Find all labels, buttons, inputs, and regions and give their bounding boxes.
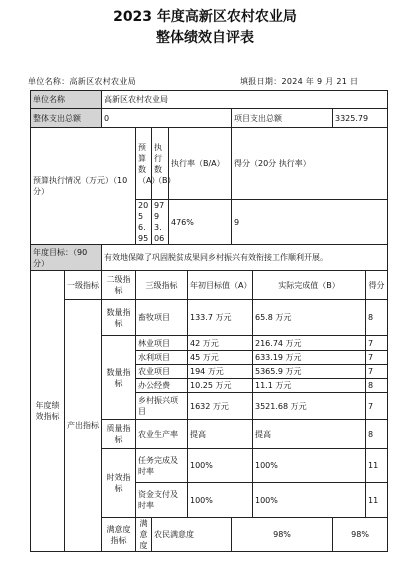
actual-value: 5365.9 万元 [253, 365, 366, 379]
output-indicator-label: 产出指标 [65, 300, 102, 552]
actual-value: 100% [253, 483, 366, 518]
score-value: 7 [366, 351, 388, 365]
indicator-name: 乡村振兴项目 [136, 393, 188, 420]
total-budget-label: 整体支出总额 [31, 109, 102, 128]
performance-form [30, 90, 388, 552]
actual-value: 633.19 万元 [253, 351, 366, 365]
target-value: 194 万元 [188, 365, 253, 379]
timely-indicator-label: 时效指标 [102, 449, 136, 518]
dept-score-value: 9 [232, 200, 388, 245]
score-header: 得分 [366, 271, 388, 300]
target-value: 133.7 万元 [188, 300, 253, 336]
actual-value: 100% [253, 449, 366, 483]
score-value: 8 [366, 420, 388, 449]
unit-value: 高新区农村农业局 [69, 77, 136, 86]
actual-value: 11.1 万元 [253, 379, 366, 393]
indicator-name: 任务完成及时率 [136, 449, 188, 483]
indicator-name: 办公经费 [136, 379, 188, 393]
annual-goal-text: 有效地保障了巩固脱贫成果同乡村振兴有效衔接工作顺利开展。 [102, 245, 388, 271]
indicator-name: 农业生产率 [136, 420, 188, 449]
table-row [31, 300, 388, 336]
date-value: 2024 年 9 月 21 日 [281, 77, 359, 86]
dept-exec-value: 9793.06 [152, 200, 169, 245]
indicator-name: 资金支付及时率 [136, 483, 188, 518]
project-budget-label: 项目支出总额 [232, 109, 333, 128]
indicator-name: 农民满意度 [152, 518, 232, 552]
report-title-line1: 2023 年度高新区农村农业局 [113, 9, 297, 25]
dept-rate-value: 476% [169, 200, 232, 245]
indicator-name: 水利项目 [136, 351, 188, 365]
target-value: 98% [232, 518, 333, 552]
satisfaction-sub-label: 满意度 [136, 518, 152, 552]
budget-exec-label: 预算执行情况（万元）（10分） [31, 128, 136, 245]
indicator-name: 畜牧项目 [136, 300, 188, 336]
actual-header: 实际完成值（B） [253, 271, 366, 300]
annual-goal-label: 年度目标：（90分） [31, 245, 102, 271]
target-value: 45 万元 [188, 351, 253, 365]
unit-name-label: 单位名称 [31, 91, 102, 109]
score-value: 11 [366, 449, 388, 483]
indicator-name: 林业项目 [136, 336, 188, 351]
level1-header: 一级指标 [65, 271, 102, 300]
target-value: 100% [188, 483, 253, 518]
level2-header: 二级指标 [102, 271, 136, 300]
report-title-line2: 整体绩效自评表 [156, 30, 254, 46]
quality-indicator-label: 质量指标 [102, 420, 136, 449]
score-col-header: 得分（20分 执行率） [232, 128, 388, 200]
indicator-name: 农业项目 [136, 365, 188, 379]
actual-value: 3521.68 万元 [253, 393, 366, 420]
total-budget-value: 0 [102, 109, 232, 128]
target-value: 提高 [188, 420, 253, 449]
satisfaction-indicator-label: 满意度指标 [102, 518, 136, 552]
target-value: 1632 万元 [188, 393, 253, 420]
score-value: 7 [366, 336, 388, 351]
unit-name-header [28, 76, 136, 87]
unit-name-value: 高新区农村农业局 [102, 91, 388, 109]
rate-col-header: 执行率（B/A） [169, 128, 232, 200]
score-value: 7 [366, 365, 388, 379]
target-header: 年初目标值（A） [188, 271, 253, 300]
score-value: 11 [366, 483, 388, 518]
unit-label: 单位名称： [28, 77, 70, 86]
target-value: 100% [188, 449, 253, 483]
exec-col-header: 执行数（B） [152, 128, 169, 200]
actual-value: 65.8 万元 [253, 300, 366, 336]
target-value: 10.25 万元 [188, 379, 253, 393]
date-label: 填报日期： [240, 77, 282, 86]
level3-header: 三级指标 [136, 271, 188, 300]
dept-budget-value: 2056.95 [136, 200, 152, 245]
target-value: 42 万元 [188, 336, 253, 351]
score-value: 8 [366, 300, 388, 336]
score-value: 8 [366, 379, 388, 393]
score-value: 7 [366, 393, 388, 420]
fill-date-header [240, 76, 358, 87]
actual-value: 提高 [253, 420, 366, 449]
actual-value: 216.74 万元 [253, 336, 366, 351]
quantity-indicator-label: 数量指标 [102, 300, 136, 336]
project-budget-value: 3325.79 [333, 109, 388, 128]
annual-perf-label: 年度绩效指标 [31, 271, 65, 552]
actual-value: 98% [333, 518, 388, 552]
quantity-indicator-label: 数量指标 [102, 336, 136, 420]
budget-col-header: 预算数（A） [136, 128, 152, 200]
